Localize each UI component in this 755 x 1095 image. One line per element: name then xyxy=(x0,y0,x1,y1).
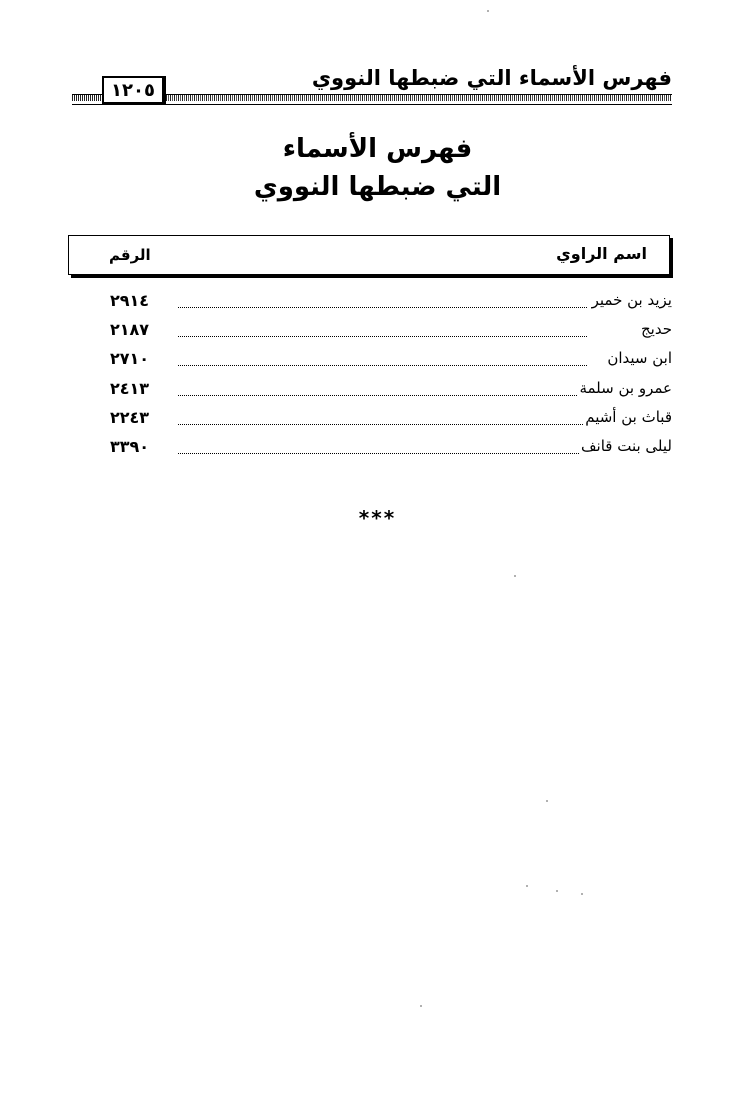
leader-dots xyxy=(178,307,587,308)
entry-name: يزيد بن خمير xyxy=(591,291,672,309)
entry-number: ٢٧١٠ xyxy=(110,349,150,369)
index-entry xyxy=(90,288,672,317)
leader-dots xyxy=(178,365,587,366)
leader-dots xyxy=(178,453,587,454)
page-number-box xyxy=(102,76,166,104)
index-title-line-2: التي ضبطها النووي xyxy=(253,172,502,202)
table-header-box xyxy=(68,235,670,275)
entry-number: ٣٣٩٠ xyxy=(110,436,150,456)
entry-name: قباث بن أشيم xyxy=(585,407,672,426)
entry-number: ٢٤١٣ xyxy=(110,378,150,398)
leader-dots xyxy=(178,336,587,337)
entry-name: حديج xyxy=(640,320,672,339)
index-title-line-1: فهرس الأسماء xyxy=(282,134,473,164)
entry-number: ٢٢٤٣ xyxy=(110,407,150,427)
header-rule-line xyxy=(72,104,672,105)
index-entry xyxy=(90,376,672,405)
leader-dots xyxy=(178,424,587,425)
leader-dots xyxy=(178,395,587,396)
page-number: ١٢٠٥ xyxy=(111,79,155,101)
index-entries xyxy=(90,288,672,463)
entry-number: ٢١٨٧ xyxy=(110,320,150,340)
entry-number: ٢٩١٤ xyxy=(110,291,150,310)
running-header-title: فهرس الأسماء التي ضبطها النووي xyxy=(311,66,672,90)
entry-name: عمرو بن سلمة xyxy=(579,378,672,397)
column-header-number: الرقم xyxy=(109,246,151,264)
section-end-separator: *** xyxy=(358,506,397,530)
header-rule-left xyxy=(72,94,104,101)
entry-name: ابن سيدان xyxy=(607,349,672,368)
column-header-narrator-name: اسم الراوي xyxy=(556,244,647,263)
running-header xyxy=(72,62,672,106)
header-rule-pattern xyxy=(158,94,672,101)
index-entry xyxy=(90,346,672,375)
index-entry xyxy=(90,317,672,346)
index-entry xyxy=(90,405,672,434)
index-entry xyxy=(90,434,672,463)
index-title xyxy=(0,130,755,206)
entry-name: ليلى بنت قانف xyxy=(581,436,672,455)
